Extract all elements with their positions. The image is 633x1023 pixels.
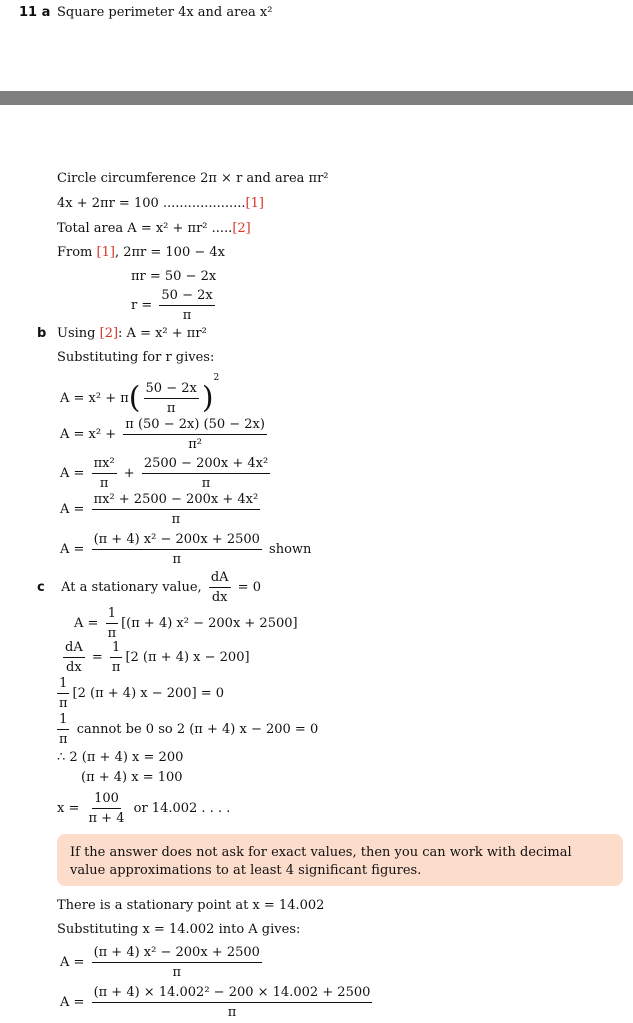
- tip-text: If the answer does not ask for exact values, then you can work with decimal value approximations to at least 4 significant figures.: [70, 845, 572, 878]
- c-eq4-rhs: cannot be 0 so 2 (π + 4) x − 200 = 0: [76, 722, 319, 737]
- c-eq7-fraction: [87, 790, 127, 827]
- from-equation: , 2πr = 100 − 4x: [114, 245, 225, 260]
- c-eq3-rhs: [2 (π + 4) x − 200] = 0: [72, 686, 225, 701]
- b-eq2-denominator: π²: [188, 437, 202, 452]
- ref-1-inline: [1]: [96, 245, 115, 260]
- c-l1-fraction: [209, 569, 231, 606]
- c-eq1-fraction: [106, 605, 119, 642]
- c-eq2-equals: =: [91, 650, 103, 665]
- c-eq2-numerator: dA: [63, 639, 85, 658]
- c-l1-denominator: dx: [211, 590, 228, 605]
- b-eq3-plus: +: [123, 466, 135, 481]
- shown-text: shown: [269, 542, 312, 557]
- b-eq3-numerator-1: πx²: [92, 455, 117, 474]
- c-equation-1: [74, 605, 298, 642]
- c-eq7-rhs: or 14.002 . . . .: [133, 801, 231, 816]
- c-eq7-denominator: π + 4: [88, 811, 125, 826]
- b-eq1-denominator: π: [166, 401, 176, 416]
- b-eq1-fraction: [144, 380, 199, 417]
- b-eq5-fraction: [92, 531, 262, 568]
- c-equation-10: [60, 944, 265, 981]
- perimeter-equation: [57, 196, 264, 211]
- c-equation-6: (π + 4) x = 100: [81, 770, 183, 785]
- substituting-r-line: Substituting for r gives:: [57, 350, 215, 365]
- c-eq3-numerator: 1: [57, 675, 69, 694]
- b-eq3-denominator-1: π: [99, 476, 109, 491]
- c-eq3-denominator: π: [59, 696, 68, 711]
- c-eq4-numerator: 1: [57, 711, 69, 730]
- b-eq5-numerator: (π + 4) x² − 200x + 2500: [92, 531, 262, 550]
- c-equation-5: ∴ 2 (π + 4) x = 200: [57, 750, 184, 765]
- tip-box: [57, 834, 623, 886]
- from-1-line: [57, 245, 225, 260]
- stationary-text: At a stationary value,: [61, 580, 202, 595]
- using-2-line: [57, 326, 207, 341]
- r-lhs: r =: [131, 298, 153, 313]
- total-area-text: Total area A = x² + πr² .....: [57, 221, 233, 236]
- b-eq5-denominator: π: [172, 552, 181, 567]
- total-area-equation: [57, 221, 251, 236]
- c-equation-3: [57, 675, 224, 712]
- b-eq4-denominator: π: [171, 512, 181, 527]
- c-eq2-fraction: [110, 639, 123, 676]
- using-text: Using: [57, 326, 100, 341]
- b-eq2-numerator: π (50 − 2x) (50 − 2x): [123, 416, 267, 435]
- b-eq1-exponent: 2: [213, 373, 220, 383]
- b-equation-3: [60, 455, 273, 492]
- part-c-label: c: [37, 580, 45, 595]
- b-eq1-lhs: A = x² + π: [60, 391, 129, 406]
- ref-2: [2]: [232, 221, 251, 236]
- c-eq7-lhs: x =: [57, 801, 80, 816]
- part-c-row: [37, 569, 261, 606]
- c-eq2-rhs: [2 (π + 4) x − 200]: [125, 650, 250, 665]
- c-eq4-fraction: [57, 711, 70, 748]
- c-eq1-numerator: 1: [106, 605, 118, 624]
- c-eq10-denominator: π: [172, 965, 181, 980]
- close-paren: ): [201, 380, 214, 416]
- c-eq1-rhs: [(π + 4) x² − 200x + 2500]: [121, 616, 298, 631]
- ref-2-inline: [2]: [99, 326, 119, 341]
- b-equation-5: [60, 531, 311, 568]
- b-equation-4: [60, 491, 263, 528]
- c-eq2-derivative: [63, 639, 85, 676]
- c-eq10-lhs: A =: [60, 955, 85, 970]
- b-equation-2: [60, 416, 270, 453]
- c-eq1-lhs: A =: [74, 616, 99, 631]
- c-eq2-denominator: dx: [66, 660, 82, 675]
- b-eq1-numerator: 50 − 2x: [144, 380, 199, 399]
- b-eq4-lhs: A =: [60, 502, 85, 517]
- part-a-label: 11 a: [19, 5, 51, 20]
- from-text: From: [57, 245, 97, 260]
- substituting-x-line: Substituting x = 14.002 into A gives:: [57, 922, 301, 937]
- c-equation-11: [60, 984, 375, 1021]
- part-b-label: b: [37, 326, 47, 341]
- open-paren: (: [128, 380, 141, 416]
- circle-line: Circle circumference 2π × r and area πr²: [57, 171, 329, 186]
- b-eq3-fraction-1: [92, 455, 117, 492]
- c-eq4-denominator: π: [59, 732, 68, 747]
- c-eq10-fraction: [92, 944, 262, 981]
- c-eq1-denominator: π: [107, 626, 117, 641]
- c-eq11-denominator: π: [227, 1005, 237, 1020]
- ref-1: [1]: [245, 196, 264, 211]
- r-numerator: 50 − 2x: [159, 287, 214, 306]
- r-equation: [131, 287, 218, 324]
- b-equation-1: [60, 373, 219, 417]
- b-eq4-fraction: [92, 491, 261, 528]
- b-eq3-denominator-2: π: [201, 476, 211, 491]
- c-eq11-numerator: (π + 4) × 14.002² − 200 × 14.002 + 2500: [92, 984, 373, 1003]
- b-eq3-fraction-2: [142, 455, 270, 492]
- c-eq11-lhs: A =: [60, 995, 85, 1010]
- stationary-point-line: There is a stationary point at x = 14.002: [57, 898, 325, 913]
- c-equation-7: [57, 790, 230, 827]
- using-equation: : A = x² + πr²: [118, 326, 207, 341]
- b-eq4-numerator: πx² + 2500 − 200x + 4x²: [92, 491, 261, 510]
- c-l1-equals: = 0: [237, 580, 261, 595]
- c-l1-numerator: dA: [209, 569, 231, 588]
- r-fraction: [159, 287, 214, 324]
- b-eq2-lhs: A = x² +: [60, 427, 117, 442]
- c-equation-4: [57, 711, 318, 748]
- c-equation-2: [60, 639, 250, 676]
- c-eq10-numerator: (π + 4) x² − 200x + 2500: [92, 944, 262, 963]
- b-eq3-lhs: A =: [60, 466, 85, 481]
- section-divider-bar: [0, 91, 633, 105]
- perimeter-text: 4x + 2πr = 100 ....................: [57, 196, 246, 211]
- c-eq3-fraction: [57, 675, 70, 712]
- c-eq11-fraction: [92, 984, 373, 1021]
- c-eq2-denominator-2: π: [111, 660, 121, 675]
- b-eq3-numerator-2: 2500 − 200x + 4x²: [142, 455, 270, 474]
- r-denominator: π: [182, 308, 192, 323]
- part-a-title: Square perimeter 4x and area x²: [57, 5, 273, 20]
- c-eq2-numerator-2: 1: [110, 639, 122, 658]
- b-eq5-lhs: A =: [60, 542, 85, 557]
- b-eq2-fraction: [123, 416, 267, 453]
- pi-r-equation: πr = 50 − 2x: [131, 269, 217, 284]
- c-eq7-numerator: 100: [92, 790, 121, 809]
